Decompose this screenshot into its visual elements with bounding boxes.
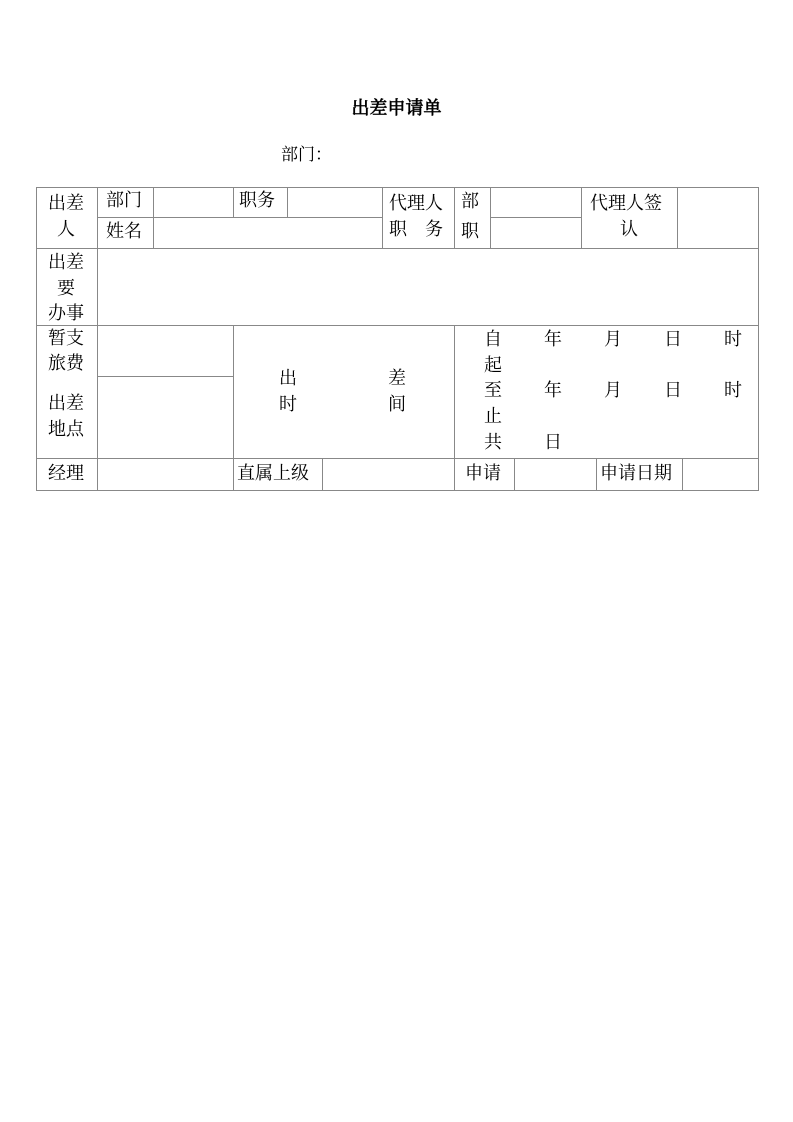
deputy-position-label: 代理人 xyxy=(389,193,443,214)
deputy-dept-label: 部 xyxy=(461,191,479,212)
traveler-label: 人 xyxy=(57,219,75,240)
from-label: 自 xyxy=(484,329,502,350)
from-day-label: 日 xyxy=(664,329,682,350)
deputy-pos-label: 职 xyxy=(461,221,479,242)
travel-time-label: 时 xyxy=(279,394,297,415)
business-field[interactable] xyxy=(98,249,758,325)
table-rule xyxy=(596,458,597,491)
from-label: 起 xyxy=(484,355,502,376)
from-hour-label: 时 xyxy=(724,329,742,350)
name-label: 姓名 xyxy=(106,221,142,242)
apply-date-label: 申请日期 xyxy=(600,463,672,484)
applicant-label: 申请 xyxy=(465,463,501,484)
business-label: 办事 xyxy=(48,303,84,324)
deputy-sign-label: 代理人签 xyxy=(590,193,662,214)
travel-time-label: 间 xyxy=(388,394,406,415)
apply-date-field[interactable] xyxy=(683,459,758,490)
deputy-sign-label: 认 xyxy=(620,219,638,240)
table-rule xyxy=(233,325,234,491)
from-month-label: 月 xyxy=(604,329,622,350)
traveler-label: 出差 xyxy=(48,193,84,214)
to-hour-label: 时 xyxy=(724,380,742,401)
place-label: 出差 xyxy=(48,393,84,414)
to-year-label: 年 xyxy=(544,380,562,401)
business-label: 要 xyxy=(57,278,75,299)
deputy-pos-field[interactable] xyxy=(491,218,581,248)
advance-label: 旅费 xyxy=(48,353,84,374)
travel-time-label: 差 xyxy=(388,368,406,389)
total-label: 共 xyxy=(484,432,502,453)
table-border-top xyxy=(36,187,759,188)
position-label: 职务 xyxy=(239,190,275,211)
total-day-label: 日 xyxy=(544,432,562,453)
table-border-left xyxy=(36,187,37,491)
travel-request-form xyxy=(36,187,759,491)
table-rule xyxy=(454,187,455,249)
table-rule xyxy=(233,187,234,218)
name-field[interactable] xyxy=(154,218,382,248)
to-label: 止 xyxy=(484,406,502,427)
department-line: 部门： xyxy=(281,145,332,165)
position-field[interactable] xyxy=(288,188,382,217)
deputy-sign-field[interactable] xyxy=(678,188,758,248)
table-rule xyxy=(454,458,455,491)
to-label: 至 xyxy=(484,380,502,401)
dept-field[interactable] xyxy=(154,188,233,217)
table-border-right xyxy=(758,187,759,491)
place-label: 地点 xyxy=(48,419,84,440)
to-day-label: 日 xyxy=(664,380,682,401)
advance-field[interactable] xyxy=(98,326,233,376)
business-label: 出差 xyxy=(48,252,84,273)
advance-label: 暂支 xyxy=(48,328,84,349)
table-border-bottom xyxy=(36,490,759,491)
manager-field[interactable] xyxy=(98,459,233,490)
supervisor-field[interactable] xyxy=(323,459,454,490)
deputy-position-label: 职 务 xyxy=(389,219,443,240)
table-rule xyxy=(454,325,455,459)
travel-time-label: 出 xyxy=(279,368,297,389)
applicant-field[interactable] xyxy=(515,459,596,490)
table-rule xyxy=(581,187,582,249)
manager-label: 经理 xyxy=(48,463,84,484)
place-field[interactable] xyxy=(98,377,233,458)
dept-label: 部门 xyxy=(106,190,142,211)
table-rule xyxy=(382,187,383,249)
supervisor-label: 直属上级 xyxy=(237,463,309,484)
deputy-dept-field[interactable] xyxy=(491,188,581,217)
to-month-label: 月 xyxy=(604,380,622,401)
page-title: 出差申请单 xyxy=(351,98,442,119)
from-year-label: 年 xyxy=(544,329,562,350)
